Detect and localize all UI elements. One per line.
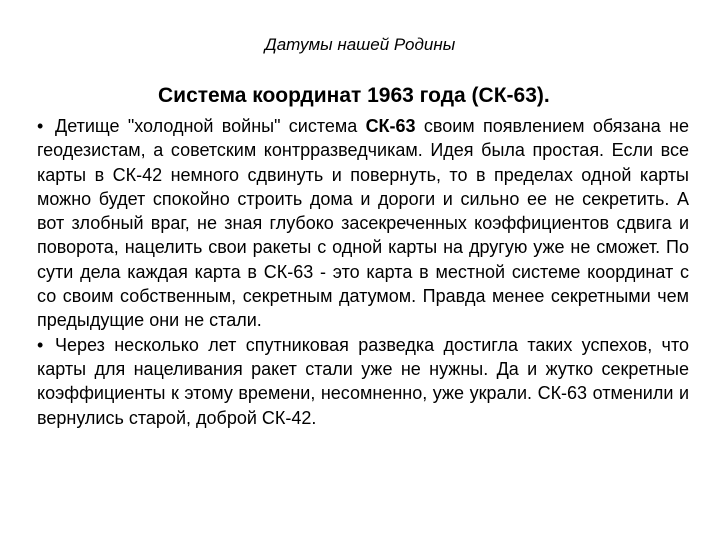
bullet-item-2 [37, 333, 689, 430]
bullet-item-1 [37, 114, 689, 333]
bullet-1-highlight: СК-63 [365, 116, 416, 136]
slide-body [37, 114, 689, 430]
slide-subtitle: Датумы нашей Родины [264, 35, 456, 54]
slide-title: Система координат 1963 года (СК-63). [158, 84, 550, 107]
bullet-icon [37, 114, 55, 138]
bullet-2-text: Через несколько лет спутниковая разведка достигла таких успехов, что карты для нацеливания ракет стали уже не нужны. Да и жутко секретные коэффициенты к этому времени, несомненно, уже украли. СК-63 отменили и вернулись старой, доброй СК-42. [37, 334, 689, 428]
bullet-1-text-before: Детище "холодной войны" система [55, 116, 366, 136]
bullet-icon [37, 333, 55, 357]
bullet-1-text-after: своим появлением обязана не геодезистам, а советским контрразведчикам. Идея была простая. Если все карты в СК-42 немного сдвинуть и повернуть, то в пределах одной карты можно будет спокойно строить дома и дороги и сильно ее не секретить. А вот злобный враг, не зная глубоко засекреченных коэффициентов сдвига и поворота, нацелить свои ракеты с одной карты на другую уже не сможет. По сути дела каждая карта в СК-63 - это карта в местной системе координат с со своим собственным, секретным датумом. Правда менее секретными чем предыдущие они не стали. [37, 116, 689, 331]
